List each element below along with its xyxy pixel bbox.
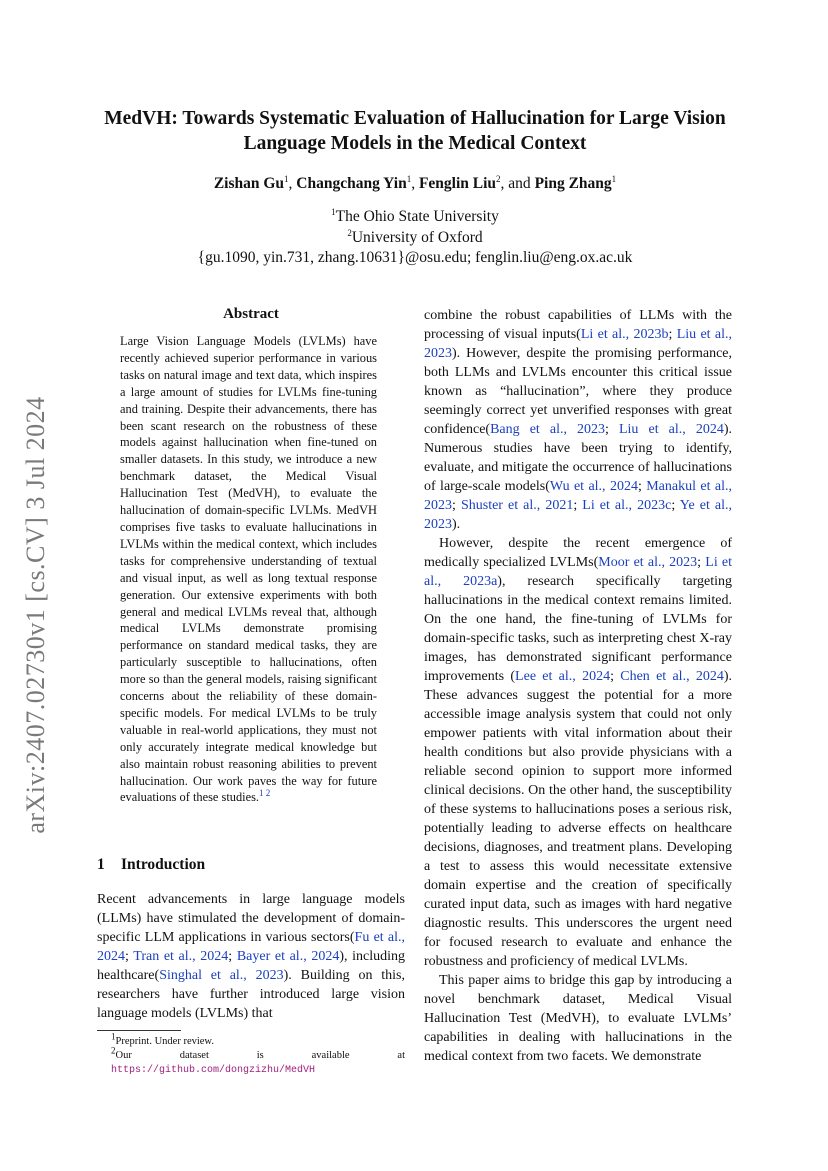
arxiv-identifier-stamp	[16, 380, 56, 850]
introduction-paragraph: Recent advancements in large language models (LLMs) have stimulated the development of domain-specific LLM applications in various sectors(Fu et al., 2024; Tran et al., 2024; Bayer et al., 2024), including healthcare(Singhal et al., 2023). Building on this, researchers have further introduced large vision language models (LVLMs) that	[97, 892, 406, 1021]
body-text: ), including healthcare(	[97, 949, 405, 983]
body-text: ). Building on this, researchers have further introduced large vision language models (LVLMs) that	[97, 968, 405, 1021]
body-text: ). These advances suggest the potential for a more accessible image analysis system that could not only empower patients with vital information about their health conditions but also provide physicians with a reliable second opinion to support more informed clinical decisions. On the other hand, the susceptibility of these systems to hallucinations poses a serious risk, potentially leading to adverse effects on healthcare decisions, diagnoses, and treatment plans. Developing a test to assess this would necessitate extensive domain expertise and the creation of specifically curated input data, such as images with hard negative diagnostic results. This underscores the urgent need for focused research to evaluate and enhance the robustness and proficiency of medical LVLMs.	[424, 669, 733, 969]
citation-link[interactable]: Ye et al., 2023	[424, 498, 732, 532]
affiliation-name: The Ohio State University	[335, 208, 499, 225]
footnote-text: Our dataset is available at	[115, 1050, 405, 1061]
footnote-number: 1	[111, 1031, 116, 1042]
abstract-footnote-marks[interactable]: 1 2	[259, 788, 271, 799]
author-name: Zishan Gu	[213, 175, 285, 192]
author-separator: ,	[288, 175, 297, 192]
affiliation-number: 1	[331, 206, 336, 217]
author-emails: {gu.1090, yin.731, zhang.10631}@osu.edu; fenglin.liu@eng.ox.ac.uk	[197, 249, 633, 266]
body-paragraph	[424, 971, 732, 1066]
citation-link[interactable]: Manakul et al., 2023	[424, 479, 732, 513]
author-list	[90, 175, 740, 193]
citation-link[interactable]: Bang et al., 2023	[490, 422, 606, 437]
body-text: Recent advancements in large language models (LLMs) have stimulated the development of domain-specific LLM applications in various sectors(	[97, 892, 405, 945]
footnote-1	[97, 1031, 405, 1049]
footnote-2	[97, 1045, 405, 1078]
citation-link[interactable]: Singhal et al., 2023	[159, 968, 284, 983]
citation-link[interactable]: Chen et al., 2024	[620, 669, 724, 684]
left-column	[97, 306, 405, 806]
body-text: ), research specifically targeting hallucinations in the medical context remains limited. On the one hand, the fine-tuning of LVLMs for domain-specific tasks, such as interpreting chest X-ray images, has demonstrated significant performance improvements (	[424, 574, 732, 684]
citation-link[interactable]: Liu et al., 2023	[424, 327, 732, 361]
section-title: Introduction	[121, 856, 206, 873]
abstract-body: Large Vision Language Models (LVLMs) have recently achieved superior performance in various tasks on natural image and text data, which inspires a large amount of studies for LVLMs fine-tuning and training. Despite their advancements, there has been scant research on the robustness of these models against hallucination when fine-tuned on smaller datasets. In this study, we introduce a new benchmark dataset, the Medical Visual Hallucination Test (MedVH), to evaluate the hallucination of domain-specific LVLMs. MedVH comprises five tasks to evaluate hallucinations in LVLMs within the medical context, which includes tasks for comprehensive understanding of textual and visual input, as well as long textual response generation. Our extensive experiments with both general and medical LVLMs reveal that, although medical LVLMs demonstrate promising performance on standard medical tasks, they are particularly susceptible to hallucinations, often more so than the general models, raising significant concerns about the reliability of these domain-specific models. For medical LVLMs to be truly valuable in real-world applications, they must not only accurately integrate medical knowledge but also maintain robust reasoning abilities to prevent hallucination. Our work paves the way for future evaluations of these studies.	[120, 334, 377, 805]
footnote-divider	[97, 1030, 181, 1031]
citation-link[interactable]: Wu et al., 2024	[549, 479, 638, 494]
author-affiliation-mark: 1	[284, 173, 289, 184]
citation-link[interactable]: Lee et al., 2024	[515, 669, 611, 684]
citation-link[interactable]: Li et al., 2023a	[424, 555, 733, 589]
citation-link[interactable]: Bayer et al., 2024	[236, 949, 340, 964]
citation-link[interactable]: Li et al., 2023c	[582, 498, 672, 513]
citation-link[interactable]: Tran et al., 2024	[133, 949, 229, 964]
dataset-url-link[interactable]: https://github.com/dongzizhu/MedVH	[111, 1065, 316, 1076]
footnote-text: Preprint. Under review.	[115, 1036, 214, 1047]
citation-link[interactable]: Moor et al., 2023	[598, 555, 698, 570]
citation-link[interactable]: Fu et al., 2024	[97, 930, 406, 964]
author-name: Ping Zhang	[534, 175, 612, 192]
footnote-number: 2	[111, 1045, 116, 1056]
affiliation-name: University of Oxford	[351, 229, 483, 246]
author-affiliation-mark: 2	[496, 173, 501, 184]
body-text: This paper aims to bridge this gap by introducing a novel benchmark dataset, Medical Visual Hallucination Test (MedVH), to evaluate LVLMs’ capabilities in dealing with hallucinations in the medical context from two facets. We demonstrate	[424, 973, 732, 1064]
author-separator: ,	[411, 175, 419, 192]
author-affiliation-mark: 1	[611, 173, 617, 184]
right-column	[424, 306, 732, 1066]
author-name: Changchang Yin	[296, 175, 407, 192]
affiliation-number: 2	[347, 227, 352, 238]
body-text: ).	[452, 517, 461, 532]
body-text: ). Numerous studies have been trying to identify, evaluate, and mitigate the occurrence of hallucinations of large-scale models(	[424, 422, 732, 494]
citation-link[interactable]: Liu et al., 2024	[618, 422, 724, 437]
body-text: combine the robust capabilities of LLMs with the processing of visual inputs(	[424, 308, 732, 342]
section-number: 1	[97, 856, 105, 873]
body-text: ). However, despite the promising performance, both LLMs and LVLMs encounter this critical issue known as “hallucination”, where they produce seemingly correct yet unverified responses with great confidence(	[424, 346, 732, 437]
author-separator: , and	[500, 175, 535, 192]
body-paragraph: combine the robust capabilities of LLMs with the processing of visual inputs(Li et al., 2023b; Liu et al., 2023). However, despite the promising performance, both LLMs and LVLMs encounter this critical issue known as “hallucination”, where they produce seemingly correct yet unverified responses with great confidence(Bang et al., 2023; Liu et al., 2024). Numerous studies have been trying to identify, evaluate, and mitigate the occurrence of hallucinations of large-scale models(Wu et al., 2024; Manakul et al., 2023; Shuster et al., 2021; Li et al., 2023c; Ye et al., 2023).	[424, 308, 732, 532]
citation-link[interactable]: Li et al., 2023b	[580, 327, 669, 342]
paper-title: MedVH: Towards Systematic Evaluation of Hallucination for Large Vision Language Models in the Medical Context	[104, 108, 726, 154]
author-affiliation-mark: 1	[406, 173, 412, 184]
author-name: Fenglin Liu	[418, 175, 497, 192]
affiliation-line	[90, 208, 740, 226]
footnotes	[97, 1031, 405, 1078]
arxiv-identifier-text: arXiv:2407.02730v1 [cs.CV] 3 Jul 2024	[21, 396, 50, 834]
abstract-heading: Abstract	[223, 306, 279, 322]
section-heading-introduction	[97, 856, 205, 874]
affiliation-line	[90, 229, 740, 247]
body-paragraph: However, despite the recent emergence of medically specialized LVLMs(Moor et al., 2023; Li et al., 2023a), research specifically targeting hallucinations in the medical context remains limited. On the one hand, the fine-tuning of LVLMs for domain-specific tasks, such as interpreting chest X-ray images, has demonstrated significant performance improvements (Lee et al., 2024; Chen et al., 2024). These advances suggest the potential for a more accessible image analysis system that could not only empower patients with vital information about their health conditions but also provide physicians with a reliable second opinion to support more informed clinical decisions. On the other hand, the susceptibility of these systems to hallucinations poses a serious risk, potentially leading to adverse effects on healthcare decisions, diagnoses, and treatment plans. Developing a test to assess this would necessitate extensive domain expertise and the creation of specifically curated input data, such as images with hard negative diagnostic results. This underscores the urgent need for focused research to evaluate and enhance the robustness and proficiency of medical LVLMs.	[424, 536, 733, 969]
body-text: However, despite the recent emergence of medically specialized LVLMs(	[424, 536, 732, 570]
abstract-text	[120, 333, 377, 806]
citation-link[interactable]: Shuster et al., 2021	[460, 498, 574, 513]
